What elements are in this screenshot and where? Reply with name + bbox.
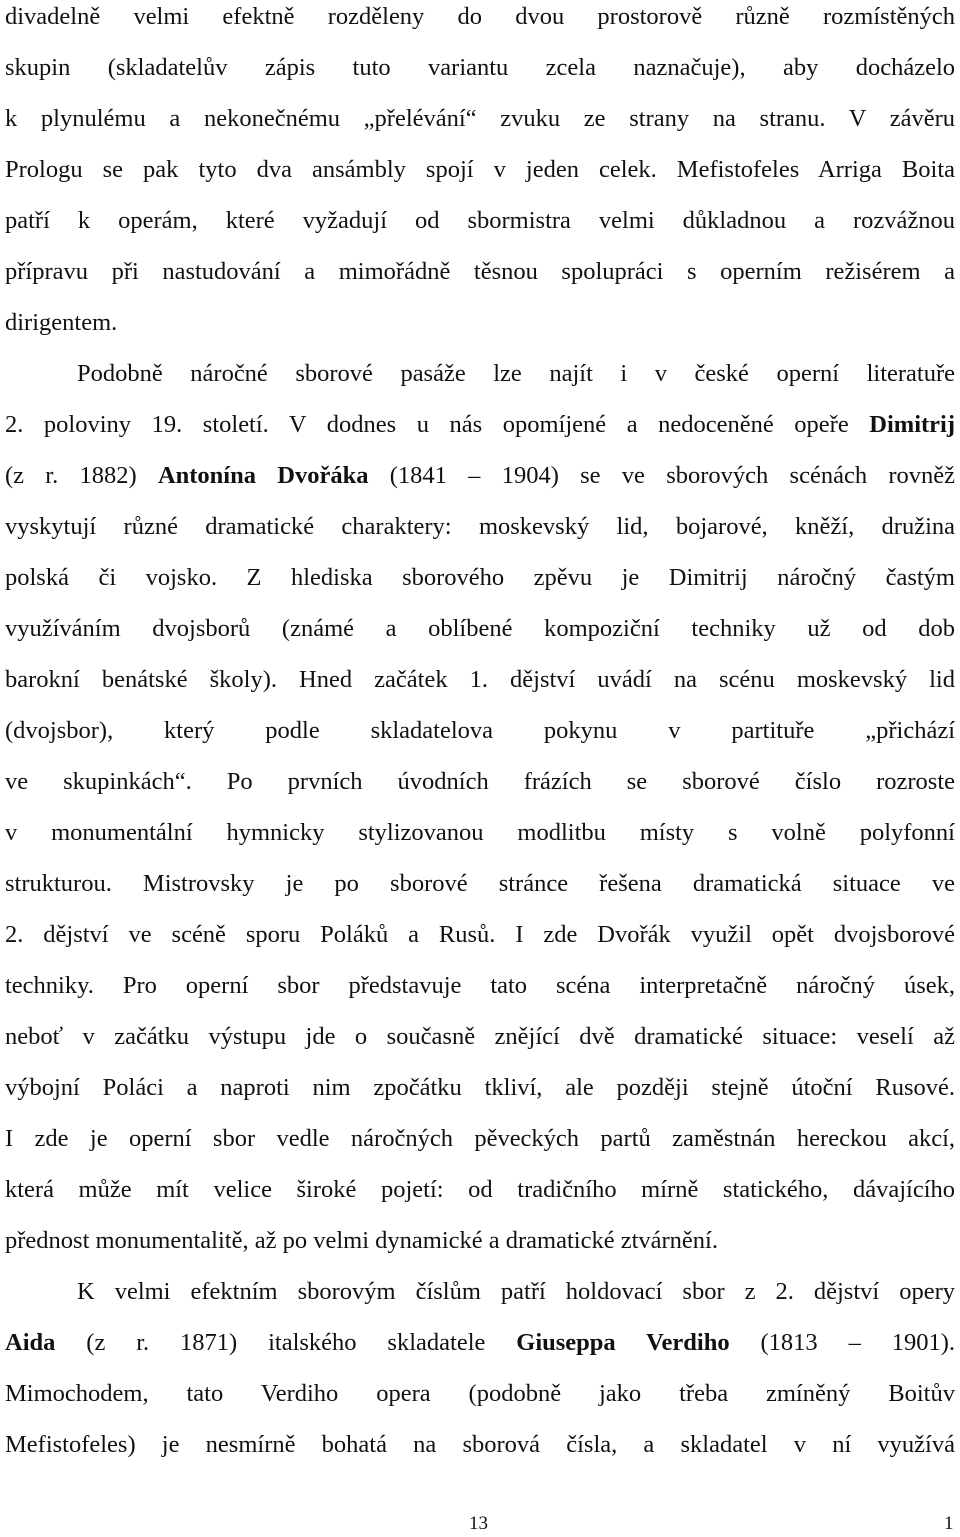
text-line [5, 357, 955, 391]
text-line [5, 1326, 955, 1360]
text-run: vyskytují různé dramatické charaktery: moskevský lid, bojarové, kněží, družina [5, 513, 955, 540]
text-run: dirigentem. [5, 309, 118, 336]
text-line [5, 459, 955, 493]
text-run: Podobně náročné sborové pasáže lze najít i v české operní literatuře [77, 360, 955, 387]
text-line [5, 51, 955, 85]
text-line [5, 1377, 955, 1411]
text-line [5, 1224, 955, 1258]
text-line [5, 867, 955, 901]
text-line [5, 1428, 955, 1462]
text-run: barokní benátské školy). Hned začátek 1. dějství uvádí na scénu moskevský lid [5, 666, 955, 693]
text-run: Mefistofeles) je nesmírně bohatá na sborová čísla, a skladatel v ní využívá [5, 1431, 955, 1458]
text-run: skupin (skladatelův zápis tuto variantu zcela naznačuje), aby docházelo [5, 54, 955, 81]
text-line [5, 255, 955, 289]
text-line [5, 102, 955, 136]
text-line [5, 816, 955, 850]
bold-text-run: Antonína Dvořáka [157, 462, 369, 489]
text-line [5, 204, 955, 238]
text-run: K velmi efektním sborovým číslům patří holdovací sbor z 2. dějství opery [77, 1278, 955, 1305]
text-line [5, 1071, 955, 1105]
text-line [5, 510, 955, 544]
text-run: přednost monumentalitě, až po velmi dynamické a dramatické ztvárnění. [5, 1227, 718, 1254]
text-run: (z r. 1882) [5, 462, 158, 489]
text-run: v monumentální hymnicky stylizovanou modlitbu místy s volně polyfonní [5, 819, 955, 846]
text-run: (1841 – 1904) se ve sborových scénách rovněž [368, 462, 956, 489]
text-line [5, 153, 955, 187]
text-run: 2. poloviny 19. století. V dodnes u nás opomíjené a nedoceněné opeře [5, 411, 870, 438]
bold-text-run: Dimitrij [869, 411, 955, 438]
text-run: Prologu se pak tyto dva ansámbly spojí v jeden celek. Mefistofeles Arriga Boita [5, 156, 955, 183]
text-line [5, 561, 955, 595]
bold-text-run: Giuseppa Verdiho [516, 1329, 730, 1356]
text-run: I zde je operní sbor vedle náročných pěveckých partů zaměstnán hereckou akcí, [5, 1125, 955, 1152]
text-line [5, 765, 955, 799]
text-line [5, 0, 955, 34]
text-line [5, 1020, 955, 1054]
text-run: (dvojsbor), který podle skladatelova pokynu v partituře „přichází [5, 717, 955, 744]
text-run: 2. dějství ve scéně sporu Poláků a Rusů. I zde Dvořák využil opět dvojsborové [5, 921, 955, 948]
text-line [5, 918, 955, 952]
text-run: (z r. 1871) italského skladatele [55, 1329, 517, 1356]
text-run: ve skupinkách“. Po prvních úvodních frázích se sborové číslo rozroste [5, 768, 955, 795]
text-run: využíváním dvojsborů (známé a oblíbené kompoziční techniky už od dob [5, 615, 955, 642]
text-run: patří k operám, které vyžadují od sbormistra velmi důkladnou a rozvážnou [5, 207, 955, 234]
text-line [5, 714, 955, 748]
text-line [5, 663, 955, 697]
text-line [5, 306, 955, 340]
bold-text-run: Aida [5, 1329, 56, 1356]
page-sequence-number: 1 [944, 1513, 954, 1534]
text-run: (1813 – 1901). [729, 1329, 955, 1356]
text-line [5, 408, 955, 442]
text-run: výbojní Poláci a naproti nim zpočátku tkliví, ale později stejně útoční Rusové. [5, 1074, 955, 1101]
text-line [5, 1122, 955, 1156]
text-run: k plynulému a nekonečnému „přelévání“ zvuku ze strany na stranu. V závěru [5, 105, 955, 132]
text-run: která může mít velice široké pojetí: od tradičního mírně statického, dávajícího [5, 1176, 955, 1203]
text-run: polská či vojsko. Z hlediska sborového zpěvu je Dimitrij náročný častým [5, 564, 955, 591]
text-run: neboť v začátku výstupu jde o současně znějící dvě dramatické situace: veselí až [5, 1023, 955, 1050]
text-line [5, 1275, 955, 1309]
text-run: strukturou. Mistrovsky je po sborové stránce řešena dramatická situace ve [5, 870, 955, 897]
text-line [5, 612, 955, 646]
page-number: 13 [469, 1513, 488, 1534]
text-line [5, 1173, 955, 1207]
text-run: Mimochodem, tato Verdiho opera (podobně jako třeba zmíněný Boitův [5, 1380, 955, 1407]
text-run: divadelně velmi efektně rozděleny do dvou prostorově různě rozmístěných [5, 3, 955, 30]
text-run: přípravu při nastudování a mimořádně těsnou spolupráci s operním režisérem a [5, 258, 955, 285]
text-line [5, 969, 955, 1003]
text-run: techniky. Pro operní sbor představuje tato scéna interpretačně náročný úsek, [5, 972, 955, 999]
